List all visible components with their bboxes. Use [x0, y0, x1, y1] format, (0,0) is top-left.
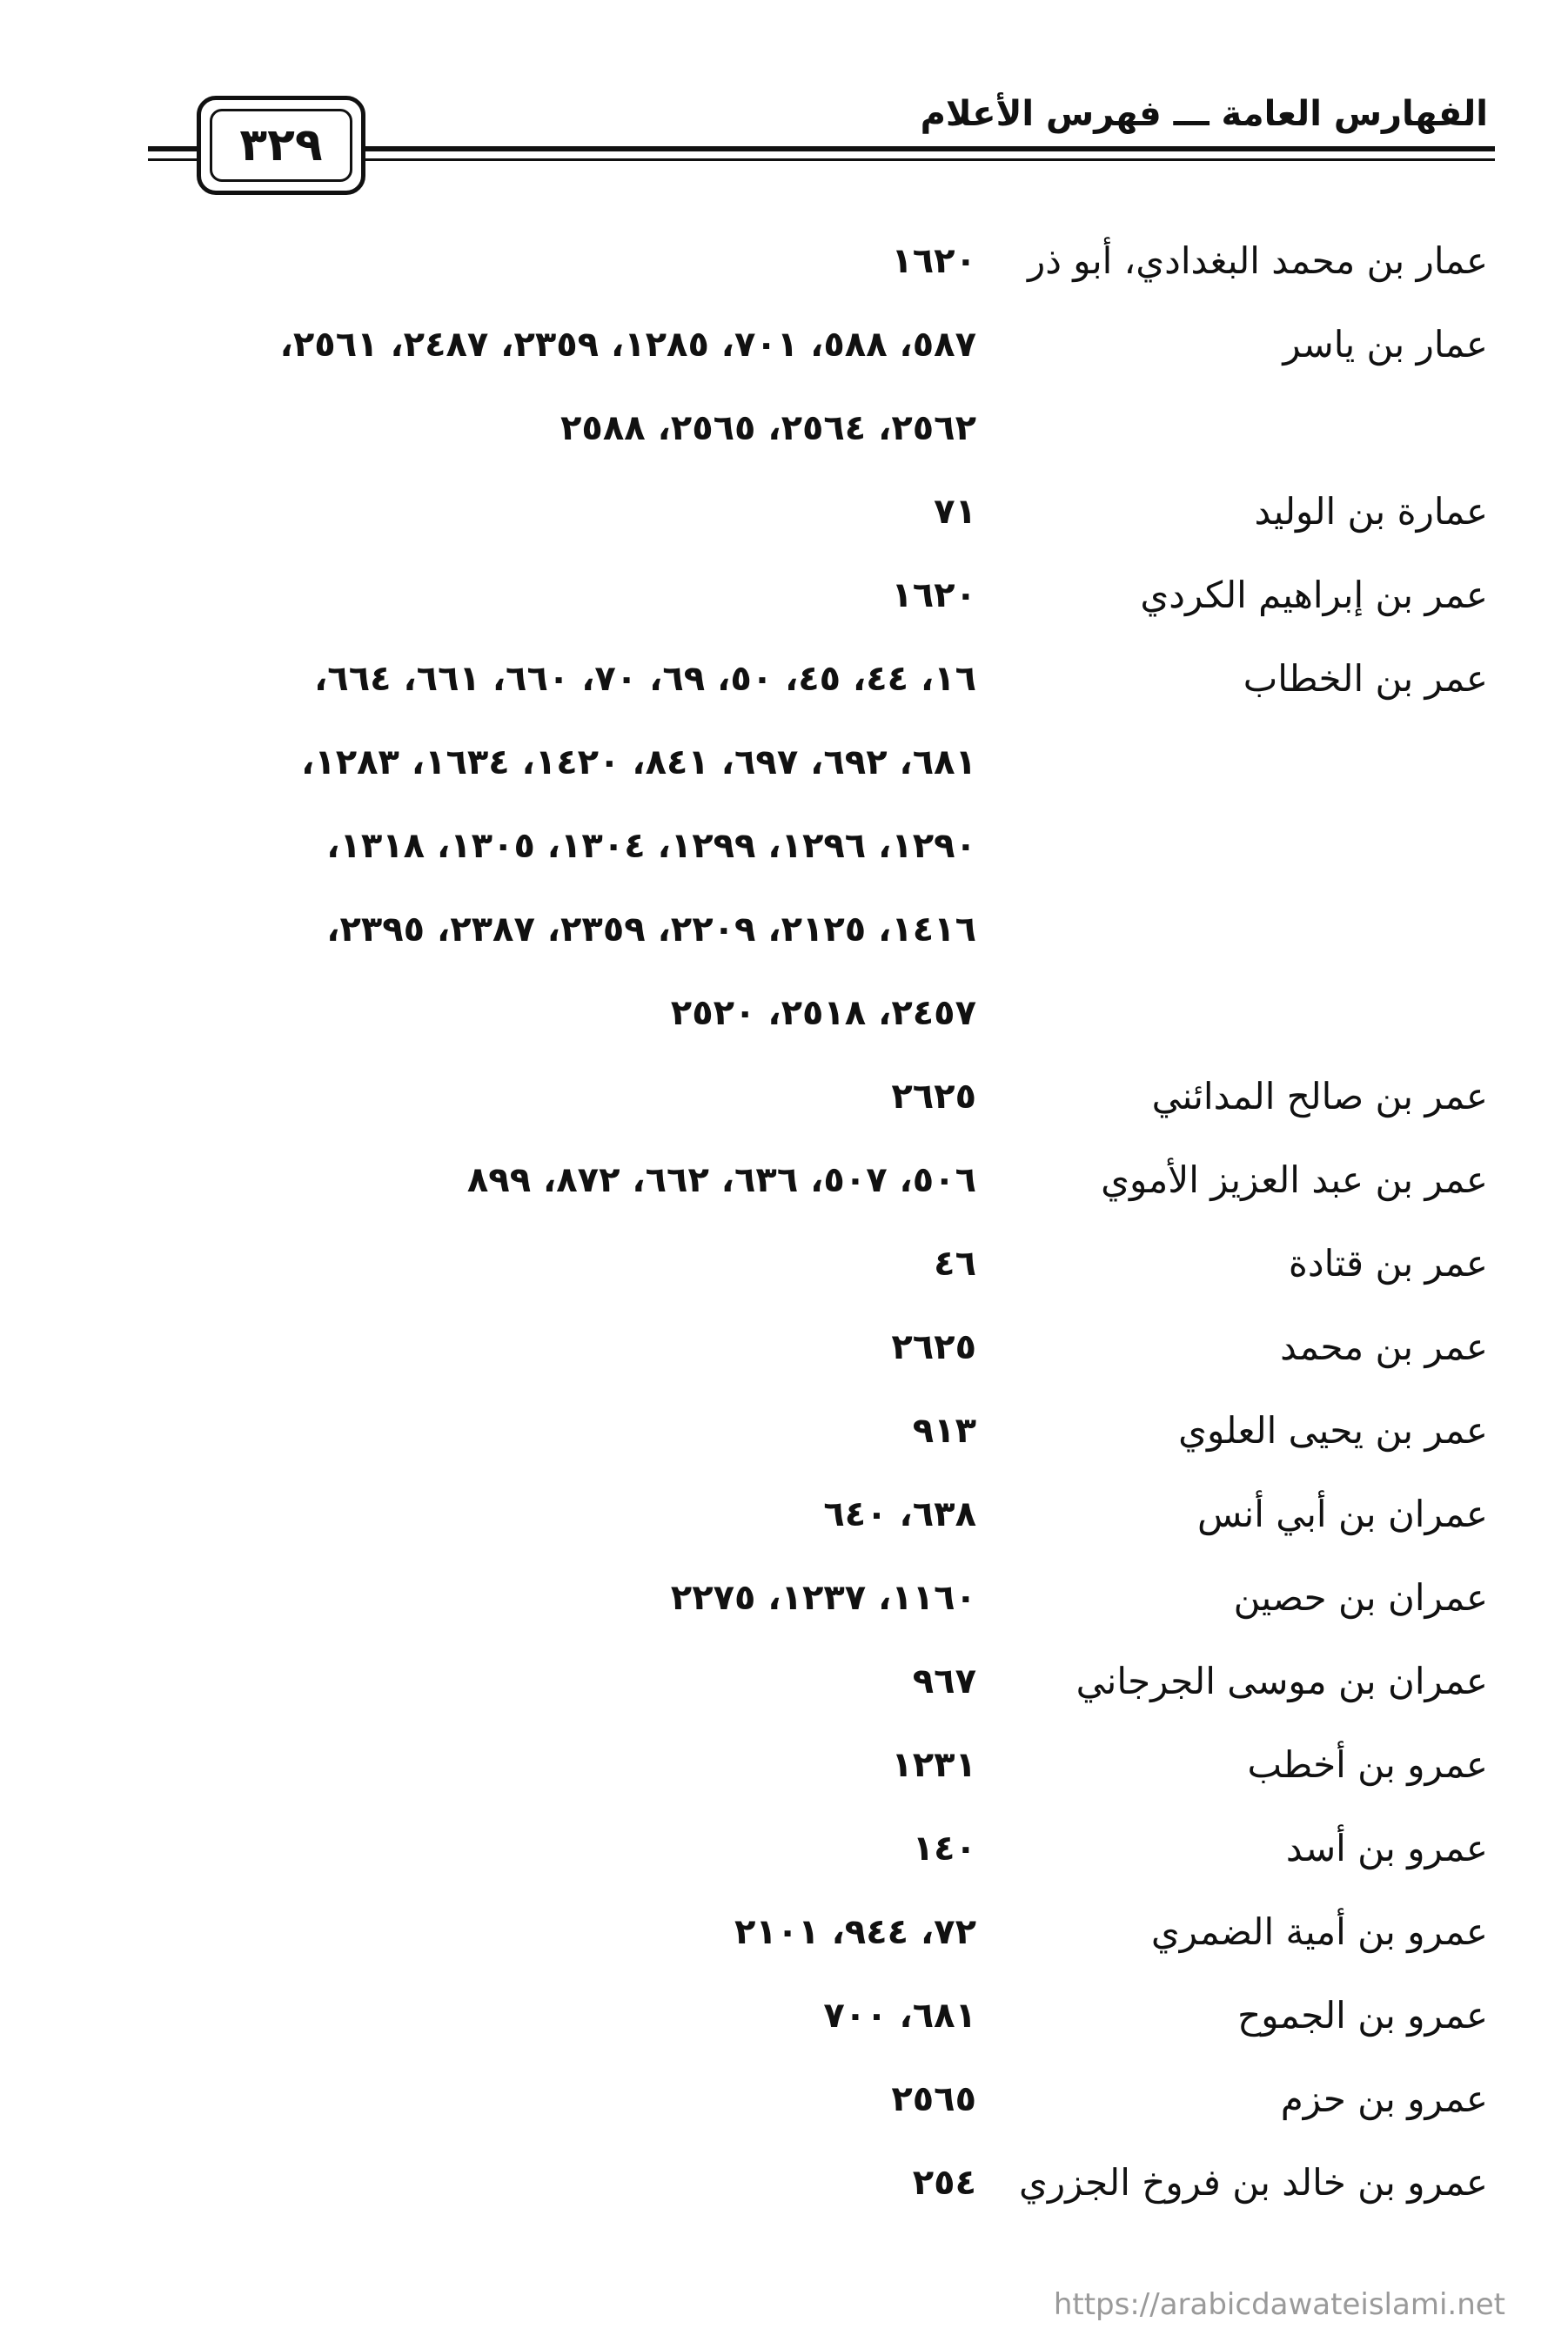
entry-name: عمار بن محمد البغدادي، أبو ذر — [1027, 239, 1488, 282]
entry-page-refs: ٢٦٢٥ — [891, 1327, 976, 1367]
entry-name: عمر بن الخطاب — [1243, 657, 1488, 700]
entry-name: عمارة بن الوليد — [1254, 490, 1488, 533]
entry-page-refs: ٩١٣ — [912, 1411, 976, 1451]
entry-page-refs: ٥٠٦، ٥٠٧، ٦٣٦، ٦٦٢، ٨٧٢، ٨٩٩ — [466, 1160, 976, 1200]
entry-name: عمرو بن أخطب — [1247, 1743, 1488, 1786]
entry-name: عمر بن إبراهيم الكردي — [1140, 574, 1488, 616]
entry-page-refs: ٢٥٦٢، ٢٥٦٤، ٢٥٦٥، ٢٥٨٨ — [560, 408, 976, 448]
watermark-url: https://arabicdawateislami.net — [1053, 2287, 1505, 2322]
entry-page-refs: ٢٥٦٥ — [891, 2079, 976, 2119]
entry-name: عمران بن حصين — [1233, 1576, 1488, 1619]
entry-name: عمار بن ياسر — [1283, 323, 1488, 366]
entry-page-refs: ١٦٢٠ — [891, 241, 976, 281]
entry-page-refs: ٢٤٥٧، ٢٥١٨، ٢٥٢٠ — [670, 993, 976, 1033]
entry-name: عمران بن أبي أنس — [1196, 1493, 1488, 1535]
entry-name: عمر بن عبد العزيز الأموي — [1101, 1158, 1488, 1201]
entry-name: عمر بن يحيى العلوي — [1178, 1409, 1488, 1452]
entry-page-refs: ٦٣٨، ٦٤٠ — [823, 1494, 976, 1534]
entry-page-refs: ٦٨١، ٦٩٢، ٦٩٧، ٨٤١، ١٤٢٠، ١٦٣٤، ١٢٨٣، — [301, 742, 976, 782]
entry-page-refs: ١٢٩٠، ١٢٩٦، ١٢٩٩، ١٣٠٤، ١٣٠٥، ١٣١٨، — [326, 826, 976, 866]
entry-name: عمرو بن أمية الضمري — [1150, 1910, 1488, 1953]
page-number: ٣٢٩ — [210, 109, 352, 182]
entry-name: عمر بن صالح المدائني — [1151, 1075, 1488, 1118]
entry-page-refs: ٧٢، ٩٤٤، ٢١٠١ — [734, 1912, 976, 1952]
entry-page-refs: ١٦، ٤٤، ٤٥، ٥٠، ٦٩، ٧٠، ٦٦٠، ٦٦١، ٦٦٤، — [314, 659, 976, 699]
entry-page-refs: ٤٦ — [934, 1244, 976, 1284]
entry-name: عمر بن قتادة — [1288, 1242, 1488, 1285]
entry-name: عمرو بن خالد بن فروخ الجزري — [1018, 2161, 1488, 2204]
entry-name: عمرو بن حزم — [1280, 2077, 1488, 2120]
entry-name: عمرو بن الجموح — [1237, 1994, 1488, 2037]
entry-page-refs: ١٢٣١ — [891, 1745, 976, 1785]
running-title: الفهارس العامة ـــ فهرس الأعلام — [920, 94, 1488, 134]
entry-page-refs: ١٦٢٠ — [891, 575, 976, 615]
entry-name: عمر بن محمد — [1280, 1326, 1488, 1368]
entry-page-refs: ٥٨٧، ٥٨٨، ٧٠١، ١٢٨٥، ٢٣٥٩، ٢٤٨٧، ٢٥٦١، — [279, 325, 976, 365]
entry-name: عمرو بن أسد — [1285, 1827, 1488, 1869]
entry-page-refs: ٩٦٧ — [912, 1661, 976, 1701]
entry-page-refs: ٧١ — [934, 492, 976, 532]
entry-page-refs: ١٤٠ — [912, 1829, 976, 1869]
entry-name: عمران بن موسى الجرجاني — [1075, 1660, 1488, 1702]
entry-page-refs: ١٤١٦، ٢١٢٥، ٢٢٠٩، ٢٣٥٩، ٢٣٨٧، ٢٣٩٥، — [326, 909, 976, 950]
entry-page-refs: ١١٦٠، ١٢٣٧، ٢٢٧٥ — [670, 1578, 976, 1618]
entry-page-refs: ٦٨١، ٧٠٠ — [823, 1996, 976, 2036]
entry-page-refs: ٢٦٢٥ — [891, 1077, 976, 1117]
page-number-frame — [197, 96, 365, 195]
entry-page-refs: ٢٥٤ — [912, 2163, 976, 2203]
